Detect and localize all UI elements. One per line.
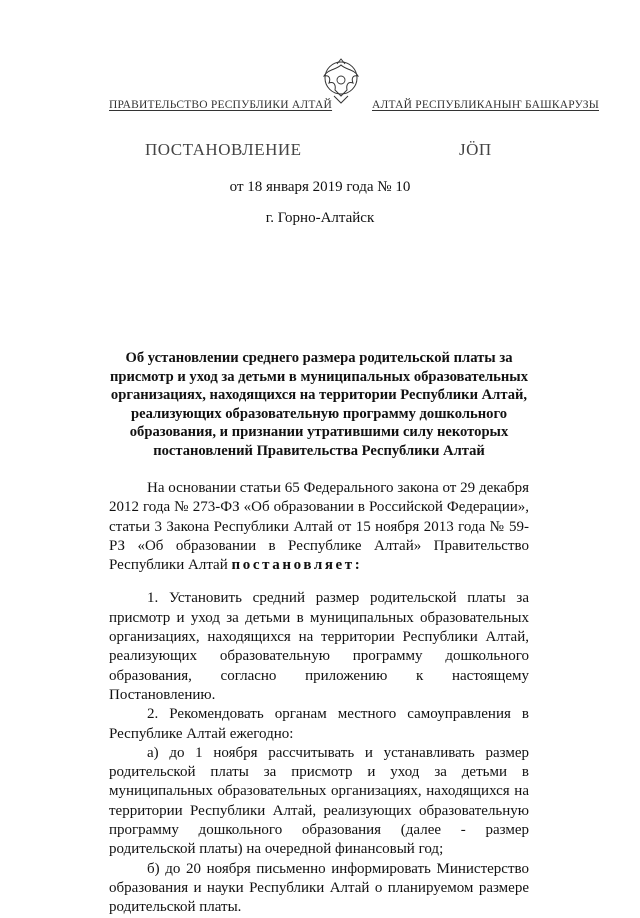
doc-type-alt: ЈӦП: [459, 140, 492, 159]
item-2b: б) до 20 ноября письменно информировать Министерство образования и науки Республики Алтай о планируемом размере родительской платы.: [109, 860, 529, 916]
item-2: 2. Рекомендовать органам местного самоуправления в Республике Алтай ежегодно:: [109, 706, 529, 742]
document-date: от 18 января 2019 года № 10: [229, 179, 411, 195]
decree-word: постановляет:: [231, 557, 363, 574]
government-name-ru: ПРАВИТЕЛЬСТВО РЕСПУБЛИКИ АЛТАЙ: [109, 99, 333, 111]
item-1: 1. Установить средний размер родительской платы за присмотр и уход за детьми в муниципальных образовательных организациях, находящихся на территории Республики Алтай, реализующих образовательную программу дошкольного образования, согласно приложению к настоящему Постановлению.: [109, 590, 529, 703]
document-body: [109, 479, 529, 918]
document-city: г. Горно-Алтайск: [265, 210, 375, 226]
government-name-alt: АЛТАЙ РЕСПУБЛИКАНЫҤ БАШКАРУЗЫ: [372, 99, 599, 111]
preamble-text: На основании статьи 65 Федерального закона от 29 декабря 2012 года № 273-ФЗ «Об образовании в Российской Федерации», статьи 3 Закона Республики Алтай от 15 ноября 2013 года № 59-РЗ «Об образовании в Республике Алтай» Правительство Республики Алтай: [109, 480, 529, 574]
preamble-paragraph: [109, 479, 529, 575]
document-title: Об установлении среднего размера родительской платы за присмотр и уход за детьми в муниципальных образовательных организациях, находящихся на территории Республики Алтай, реализующих образовательную программу дошкольного образования, и признании утратившими силу некоторых постановлений Правительства Республики Алтай: [110, 350, 528, 459]
item-2a: а) до 1 ноября рассчитывать и устанавливать размер родительской платы за присмотр и уход за детьми в муниципальных образовательных организациях, находящихся на территории Республики Алтай, реализующих образовательную программу дошкольного образования (далее - размер родительской платы) на очередной финансовый год;: [109, 744, 529, 858]
doc-type-ru: ПОСТАНОВЛЕНИЕ: [145, 140, 302, 159]
